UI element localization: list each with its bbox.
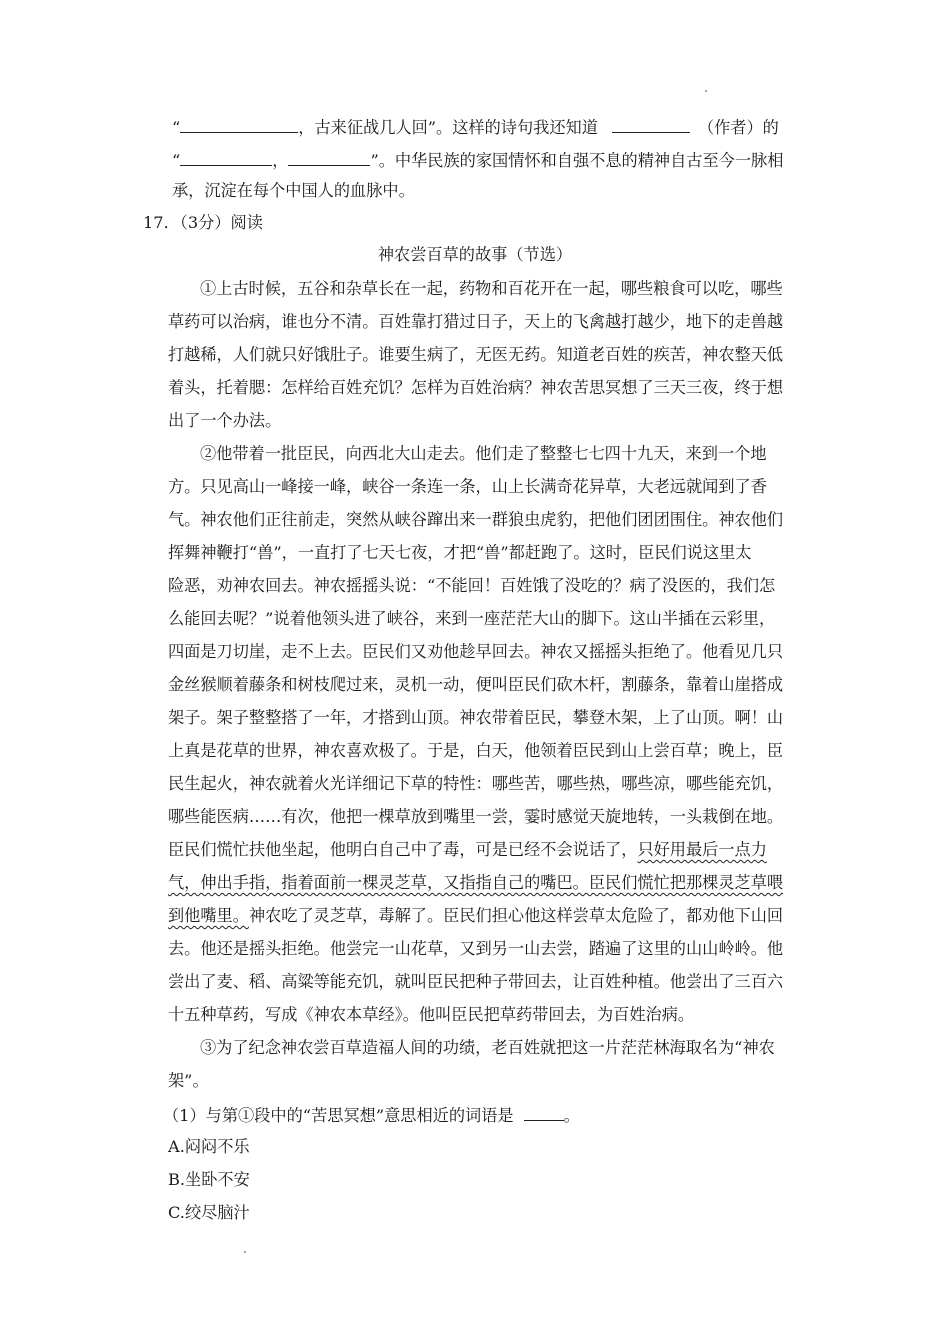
passage-line: 上真是花草的世界，神农喜欢极了。于是，白天，他领着臣民到山上尝百草；晚上，臣 — [168, 741, 784, 760]
author-blank[interactable] — [612, 116, 690, 133]
scan-dot-bottom — [244, 1251, 246, 1253]
passage-line: 出了一个办法。 — [168, 411, 282, 430]
poem-blank-1[interactable] — [180, 116, 298, 133]
passage-line — [168, 873, 783, 893]
passage-line: 着头，托着腮：怎样给百姓充饥？怎样为百姓治病？神农苦思冥想了三天三夜，终于想 — [168, 378, 784, 397]
option-b[interactable]: B.坐卧不安 — [168, 1170, 250, 1189]
passage-line: 打越稀，人们就只好饿肚子。谁要生病了，无医无药。知道老百姓的疾苦，神农整天低 — [168, 345, 784, 364]
passage-line: 民生起火，神农就着火光详细记下草的特性：哪些苦，哪些热，哪些凉，哪些能充饥， — [168, 774, 784, 793]
passage-line: 险恶，劝神农回去。神农摇摇头说：“不能回！百姓饿了没吃的？病了没医的，我们怎 — [168, 576, 776, 595]
poem-blank-2[interactable] — [180, 149, 272, 166]
passage-line: 尝出了麦、稻、高粱等能充饥，就叫臣民把种子带回去，让百姓种植。他尝出了三百六 — [168, 972, 784, 991]
passage-line: 哪些能医病……有次，他把一棵草放到嘴里一尝，霎时感觉天旋地转，一头栽倒在地。 — [168, 807, 784, 826]
passage-line: 架子。架子整整搭了一年，才搭到山顶。神农带着臣民，攀登木架，上了山顶。啊！山 — [168, 708, 784, 727]
scan-dot-top — [705, 90, 707, 92]
passage-line: 方。只见高山一峰接一峰，峡谷一条连一条，山上长满奇花异草，大老远就闻到了香 — [168, 477, 767, 496]
passage-line: 去。他还是摇头拒绝。他尝完一山花草，又到另一山去尝，踏遍了这里的山山岭岭。他 — [168, 939, 784, 958]
option-c[interactable]: C.绞尽脑汁 — [168, 1203, 250, 1222]
option-a[interactable]: A.闷闷不乐 — [168, 1137, 250, 1156]
passage-line: 到他嘴里。神农吃了灵芝草，毒解了。臣民们担心他这样尝草太危险了，都劝他下山回 — [168, 906, 784, 925]
sub-question-1: （1）与第①段中的“苦思冥想”意思相近的词语是 。 — [163, 1106, 580, 1125]
passage-line: 架”。 — [168, 1071, 209, 1090]
passage-title: 神农尝百草的故事（节选） — [377, 245, 573, 264]
passage-line: ①上古时候，五谷和杂草长在一起，药物和百花开在一起，哪些粮食可以吃，哪些 — [200, 279, 783, 298]
wavy-underlined-text: 只好用最后一点力 — [637, 840, 767, 859]
passage-line: ②他带着一批臣民，向西北大山走去。他们走了整整七七四十九天，来到一个地 — [200, 444, 767, 463]
passage-line: 么能回去呢？”说着他领头进了峡谷，来到一座茫茫大山的脚下。这山半插在云彩里， — [168, 609, 776, 628]
poem-blank-3[interactable] — [288, 149, 370, 166]
passage-line: 十五种草药，写成《神农本草经》。他叫臣民把草药带回去，为百姓治病。 — [168, 1005, 695, 1024]
passage-line: 金丝猴顺着藤条和树枝爬过来，灵机一动，便叫臣民们砍木杆，割藤条，靠着山崖搭成 — [168, 675, 784, 694]
wavy-underlined-text: 气，伸出手指，指着面前一棵灵芝草，又指指自己的嘴巴。臣民们慌忙把那棵灵芝草喂 — [168, 873, 784, 892]
passage-line: 草药可以治病，谁也分不清。百姓靠打猎过日子，天上的飞禽越打越少，地下的走兽越 — [168, 312, 784, 331]
intro-line-1: “ ，古来征战几人回”。这样的诗句我还知道 （作者）的 — [172, 118, 779, 137]
passage-line: ③为了纪念神农尝百草造福人间的功绩，老百姓就把这一片茫茫林海取名为“神农 — [200, 1038, 775, 1057]
intro-line-3: 承，沉淀在每个中国人的血脉中。 — [172, 181, 415, 200]
passage-line: 臣民们慌忙扶他坐起，他明白自己中了毒，可是已经不会说话了，只好用最后一点力 — [168, 840, 767, 859]
passage-line: 四面是刀切崖，走不上去。臣民们又劝他趁早回去。神农又摇摇头拒绝了。他看见几只 — [168, 642, 784, 661]
passage-line: 气。神农他们正往前走，突然从峡谷蹿出来一群狼虫虎豹，把他们团团围住。神农他们 — [168, 510, 784, 529]
passage-line: 挥舞神鞭打“兽”，一直打了七天七夜，才把“兽”都赶跑了。这时，臣民们说这里太 — [168, 543, 752, 562]
intro-line-2: “ ， ”。中华民族的家国情怀和自强不息的精神自古至今一脉相 — [172, 151, 784, 170]
wavy-underlined-text: 到他嘴里。 — [168, 906, 249, 925]
question-17-header: 17．（3分）阅读 — [143, 213, 263, 232]
answer-blank[interactable] — [524, 1104, 564, 1121]
